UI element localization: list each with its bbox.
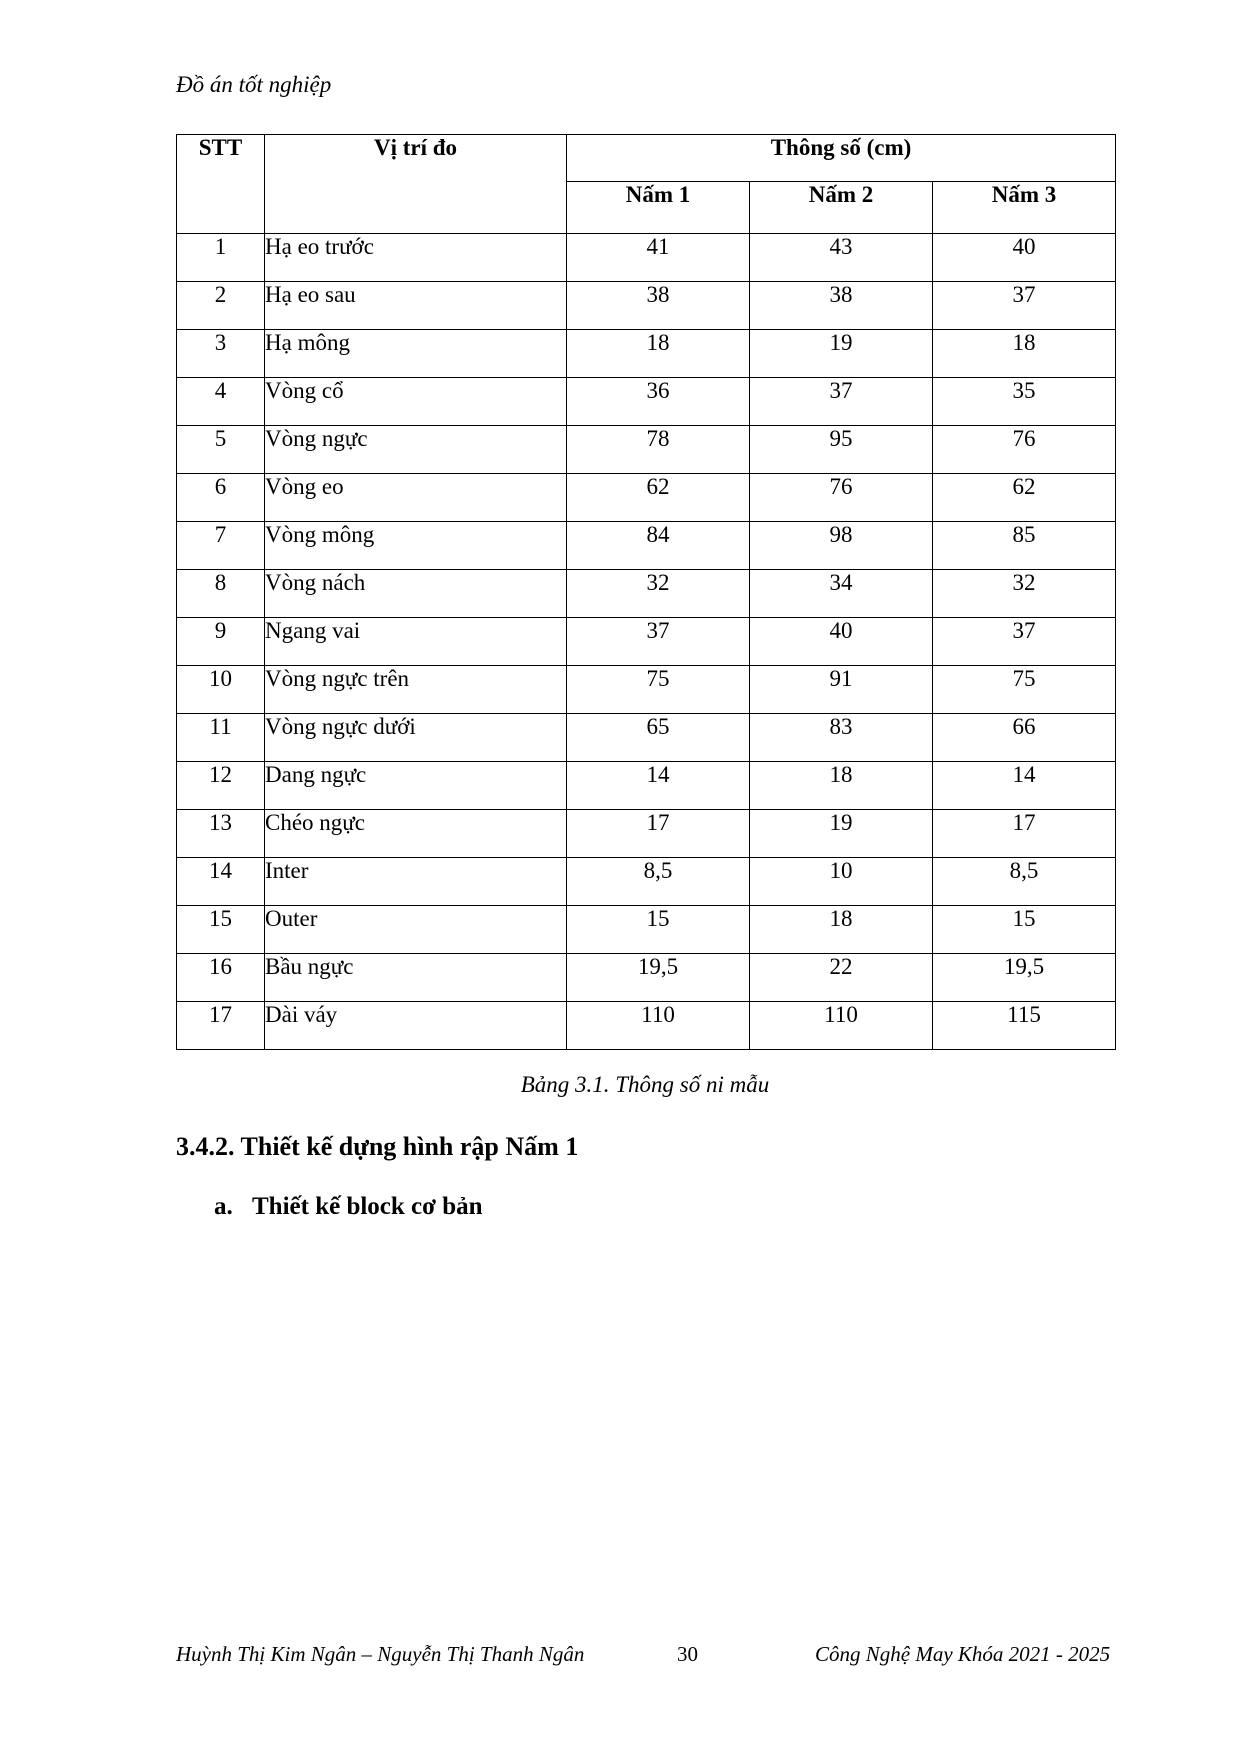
footer-authors: Huỳnh Thị Kim Ngân – Nguyễn Thị Thanh Ngân — [176, 1642, 585, 1666]
table-row — [177, 378, 1116, 426]
cell-stt: 12 — [177, 762, 265, 810]
section-heading: 3.4.2. Thiết kế dựng hình rập Nấm 1 — [176, 1132, 579, 1161]
cell-value-nam-3: 37 — [933, 282, 1116, 330]
cell-position-name: Hạ eo sau — [265, 282, 567, 330]
cell-position-name: Vòng eo — [265, 474, 567, 522]
table-row — [177, 762, 1116, 810]
cell-position-name: Inter — [265, 858, 567, 906]
footer-page-number: 30 — [677, 1642, 698, 1666]
cell-value-nam-2: 91 — [750, 666, 933, 714]
table-row — [177, 858, 1116, 906]
table-row — [177, 570, 1116, 618]
cell-value-nam-3: 32 — [933, 570, 1116, 618]
cell-value-nam-2: 22 — [750, 954, 933, 1002]
cell-value-nam-1: 17 — [567, 810, 750, 858]
measurement-table — [176, 134, 1116, 1050]
cell-value-nam-2: 95 — [750, 426, 933, 474]
cell-value-nam-3: 66 — [933, 714, 1116, 762]
cell-value-nam-1: 41 — [567, 234, 750, 282]
cell-value-nam-2: 43 — [750, 234, 933, 282]
cell-stt: 11 — [177, 714, 265, 762]
cell-value-nam-3: 15 — [933, 906, 1116, 954]
cell-value-nam-3: 85 — [933, 522, 1116, 570]
table-row — [177, 522, 1116, 570]
cell-value-nam-1: 65 — [567, 714, 750, 762]
subsection-title: Thiết kế block cơ bản — [252, 1193, 483, 1220]
cell-position-name: Hạ eo trước — [265, 234, 567, 282]
running-header: Đồ án tốt nghiệp — [176, 72, 332, 97]
cell-value-nam-3: 40 — [933, 234, 1116, 282]
cell-value-nam-3: 14 — [933, 762, 1116, 810]
cell-value-nam-2: 34 — [750, 570, 933, 618]
table-row — [177, 282, 1116, 330]
cell-value-nam-3: 37 — [933, 618, 1116, 666]
cell-value-nam-2: 37 — [750, 378, 933, 426]
table-row — [177, 474, 1116, 522]
cell-stt: 10 — [177, 666, 265, 714]
cell-value-nam-1: 19,5 — [567, 954, 750, 1002]
subsection-heading — [214, 1193, 483, 1221]
cell-value-nam-1: 38 — [567, 282, 750, 330]
cell-position-name: Dang ngực — [265, 762, 567, 810]
cell-position-name: Vòng ngực trên — [265, 666, 567, 714]
cell-value-nam-3: 17 — [933, 810, 1116, 858]
cell-stt: 2 — [177, 282, 265, 330]
cell-value-nam-1: 37 — [567, 618, 750, 666]
cell-position-name: Outer — [265, 906, 567, 954]
cell-stt: 6 — [177, 474, 265, 522]
cell-position-name: Vòng cổ — [265, 378, 567, 426]
cell-value-nam-3: 115 — [933, 1002, 1116, 1050]
footer-course: Công Nghệ May Khóa 2021 - 2025 — [815, 1642, 1111, 1666]
cell-value-nam-1: 15 — [567, 906, 750, 954]
cell-value-nam-3: 75 — [933, 666, 1116, 714]
cell-stt: 5 — [177, 426, 265, 474]
cell-value-nam-1: 32 — [567, 570, 750, 618]
cell-stt: 13 — [177, 810, 265, 858]
cell-value-nam-2: 10 — [750, 858, 933, 906]
cell-value-nam-3: 76 — [933, 426, 1116, 474]
table-row — [177, 234, 1116, 282]
cell-stt: 17 — [177, 1002, 265, 1050]
cell-value-nam-3: 35 — [933, 378, 1116, 426]
cell-value-nam-2: 19 — [750, 810, 933, 858]
cell-value-nam-1: 18 — [567, 330, 750, 378]
cell-value-nam-1: 110 — [567, 1002, 750, 1050]
cell-value-nam-3: 62 — [933, 474, 1116, 522]
cell-value-nam-2: 76 — [750, 474, 933, 522]
cell-stt: 7 — [177, 522, 265, 570]
cell-position-name: Chéo ngực — [265, 810, 567, 858]
cell-value-nam-1: 14 — [567, 762, 750, 810]
cell-value-nam-3: 19,5 — [933, 954, 1116, 1002]
cell-position-name: Vòng ngực dưới — [265, 714, 567, 762]
cell-position-name: Dài váy — [265, 1002, 567, 1050]
header-position: Vị trí đo — [265, 135, 567, 234]
header-spec-group: Thông số (cm) — [567, 135, 1116, 182]
cell-value-nam-1: 8,5 — [567, 858, 750, 906]
cell-value-nam-2: 18 — [750, 762, 933, 810]
table-row — [177, 666, 1116, 714]
cell-stt: 1 — [177, 234, 265, 282]
cell-stt: 14 — [177, 858, 265, 906]
header-nam-1: Nấm 1 — [567, 182, 750, 234]
cell-value-nam-2: 38 — [750, 282, 933, 330]
table-row — [177, 426, 1116, 474]
table-caption: Bảng 3.1. Thông số ni mẫu — [520, 1072, 770, 1097]
cell-position-name: Hạ mông — [265, 330, 567, 378]
cell-position-name: Vòng mông — [265, 522, 567, 570]
cell-value-nam-3: 8,5 — [933, 858, 1116, 906]
table-row — [177, 1002, 1116, 1050]
cell-stt: 4 — [177, 378, 265, 426]
cell-value-nam-2: 98 — [750, 522, 933, 570]
header-nam-2: Nấm 2 — [750, 182, 933, 234]
cell-position-name: Vòng nách — [265, 570, 567, 618]
cell-value-nam-1: 75 — [567, 666, 750, 714]
table-row — [177, 714, 1116, 762]
cell-value-nam-3: 18 — [933, 330, 1116, 378]
cell-value-nam-1: 36 — [567, 378, 750, 426]
subsection-marker: a. — [214, 1193, 233, 1220]
cell-stt: 3 — [177, 330, 265, 378]
table-row — [177, 618, 1116, 666]
table-row — [177, 330, 1116, 378]
cell-value-nam-2: 19 — [750, 330, 933, 378]
cell-stt: 9 — [177, 618, 265, 666]
cell-position-name: Ngang vai — [265, 618, 567, 666]
table-body — [177, 234, 1116, 1050]
header-nam-3: Nấm 3 — [933, 182, 1116, 234]
table-row — [177, 954, 1116, 1002]
cell-value-nam-2: 18 — [750, 906, 933, 954]
cell-value-nam-1: 84 — [567, 522, 750, 570]
cell-value-nam-2: 40 — [750, 618, 933, 666]
cell-value-nam-2: 110 — [750, 1002, 933, 1050]
cell-stt: 16 — [177, 954, 265, 1002]
cell-value-nam-1: 62 — [567, 474, 750, 522]
table-row — [177, 906, 1116, 954]
cell-position-name: Vòng ngực — [265, 426, 567, 474]
table-row — [177, 810, 1116, 858]
cell-value-nam-1: 78 — [567, 426, 750, 474]
cell-stt: 8 — [177, 570, 265, 618]
cell-stt: 15 — [177, 906, 265, 954]
cell-position-name: Bầu ngực — [265, 954, 567, 1002]
cell-value-nam-2: 83 — [750, 714, 933, 762]
header-stt: STT — [177, 135, 265, 234]
